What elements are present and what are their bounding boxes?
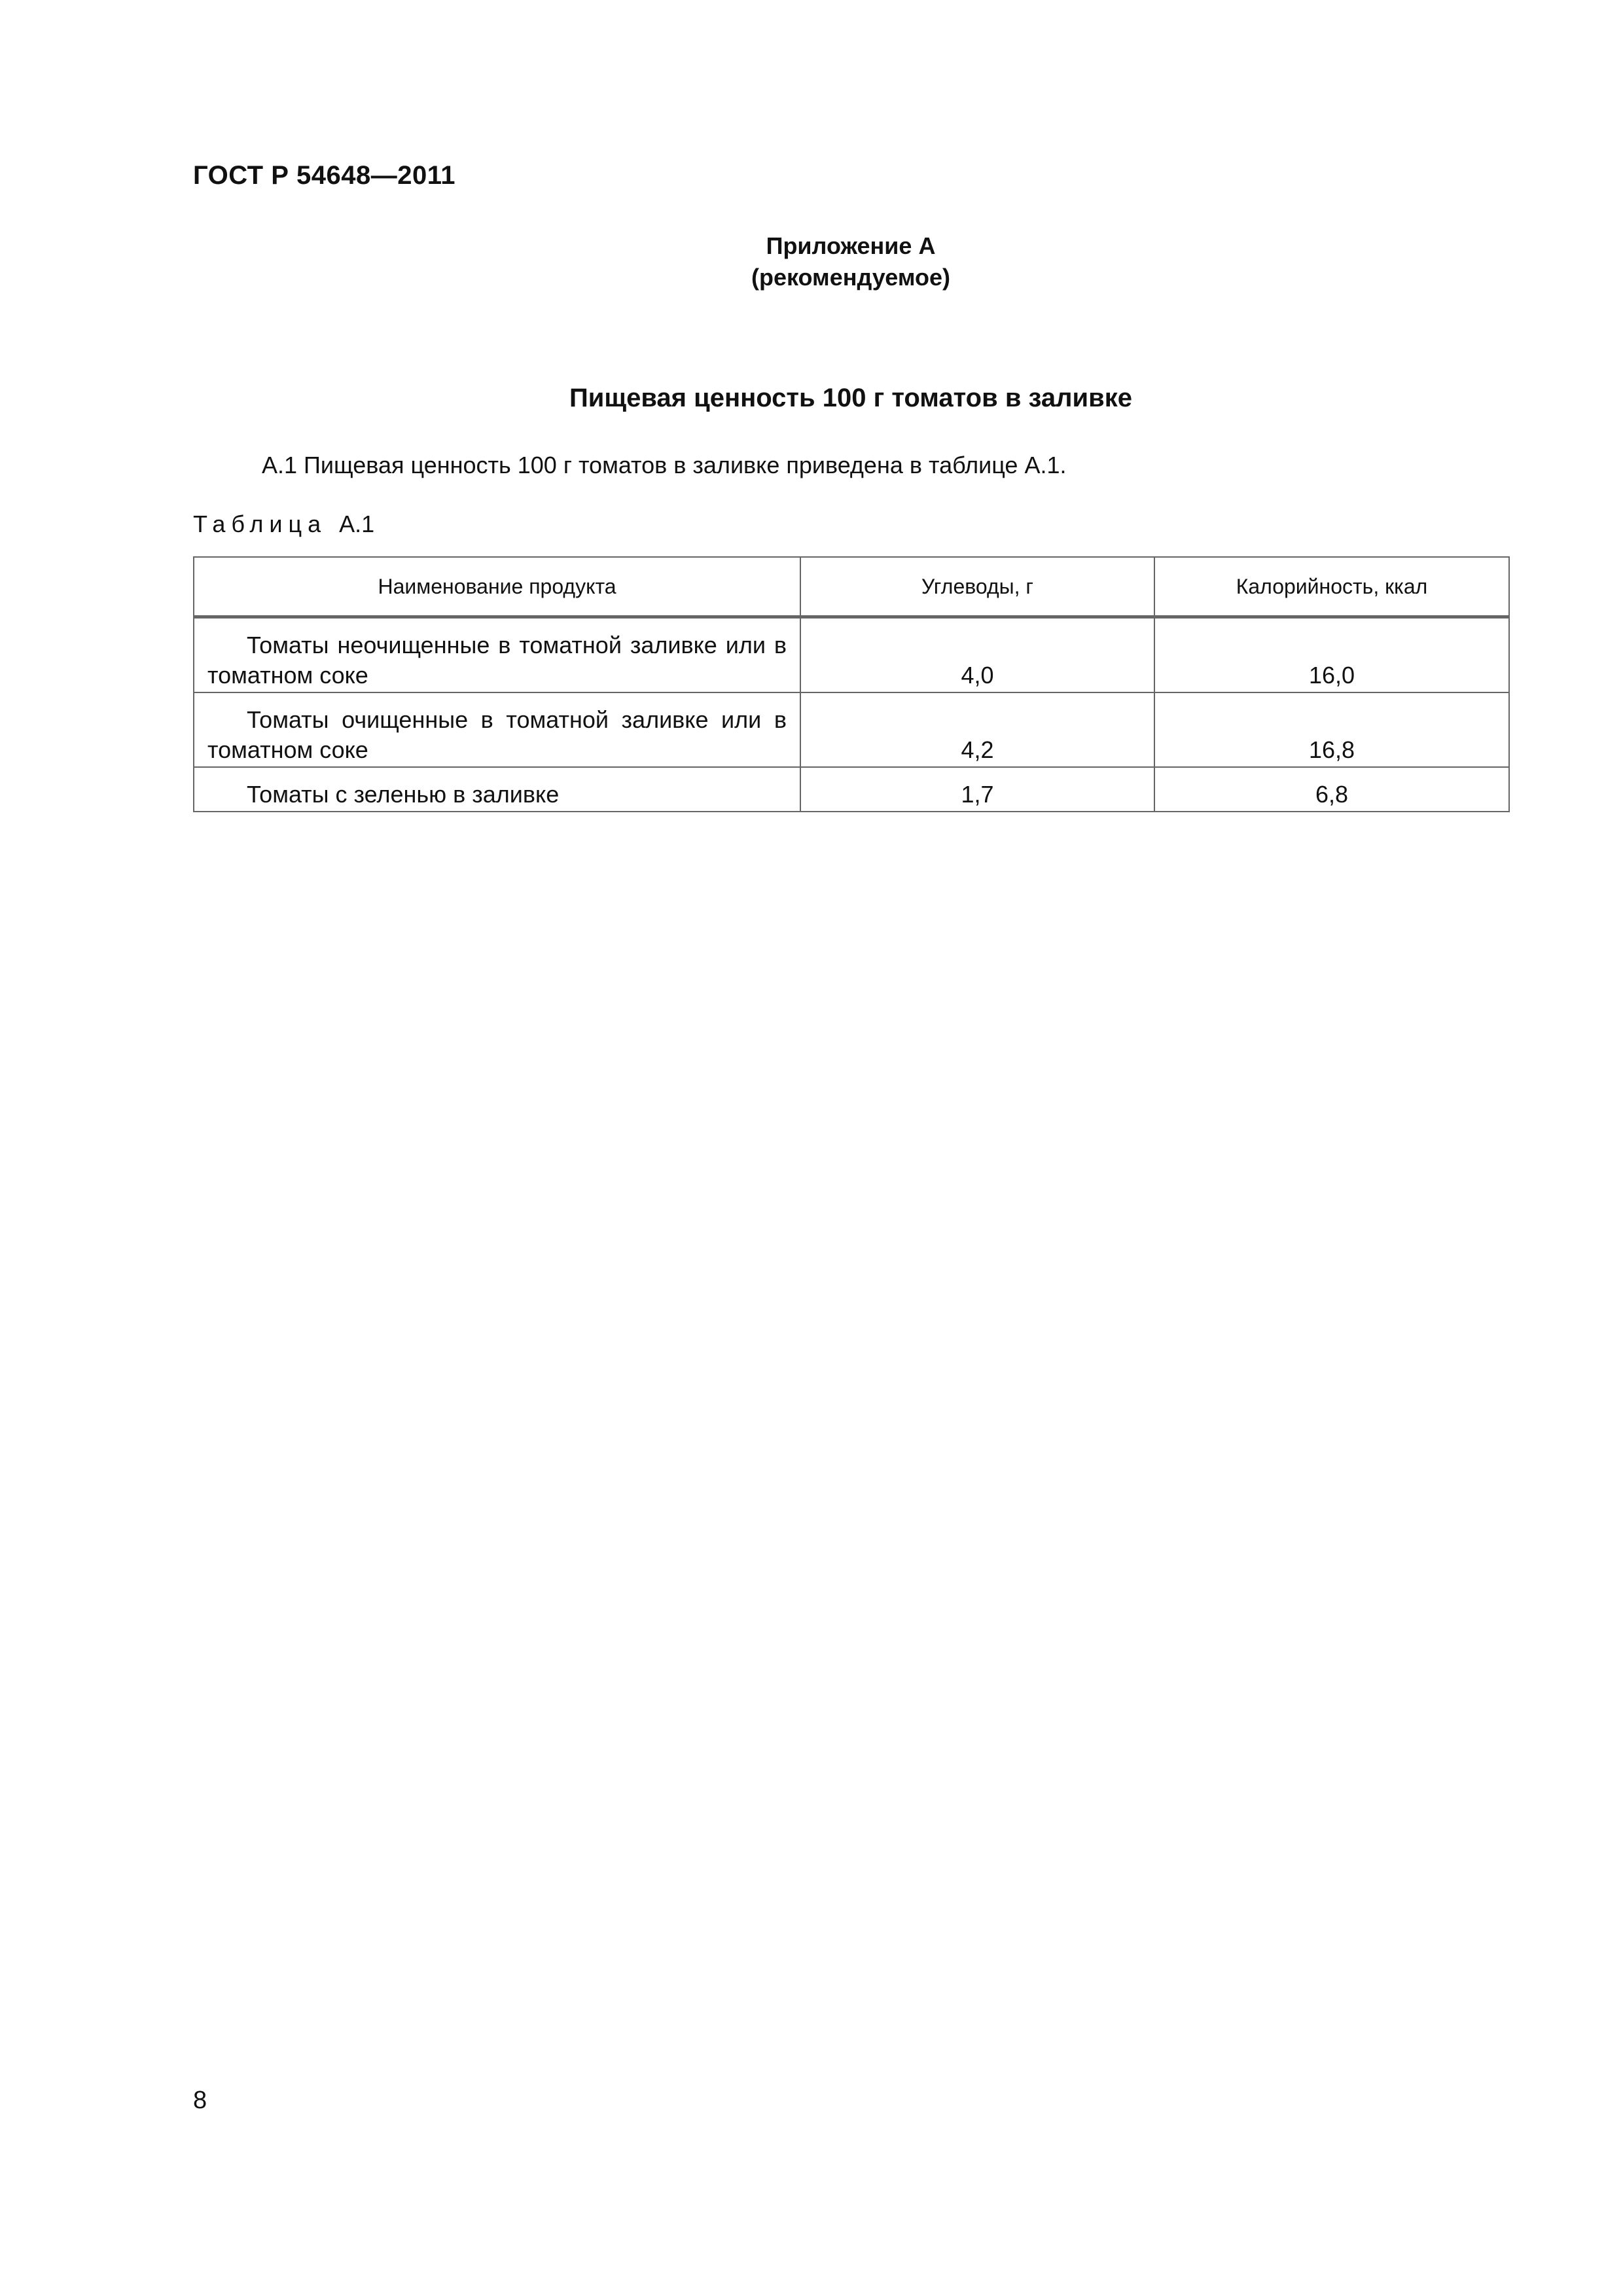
carbohydrates-cell: 4,2 [800, 692, 1154, 767]
calories-cell: 6,8 [1154, 767, 1509, 812]
page-number: 8 [193, 2087, 207, 2114]
product-name-cell [194, 692, 800, 767]
calories-cell: 16,8 [1154, 692, 1509, 767]
section-title: Пищевая ценность 100 г томатов в заливке [569, 384, 1132, 412]
product-name: Томаты с зеленью в заливке [247, 781, 560, 808]
appendix-title: Приложение А [766, 232, 936, 259]
document-code: ГОСТ Р 54648—2011 [193, 161, 455, 190]
table-caption-number: А.1 [339, 511, 375, 537]
product-name: Томаты неочищенные в томатной заливке или в томатном соке [207, 632, 787, 689]
table-row [194, 617, 1509, 693]
intro-paragraph: А.1 Пищевая ценность 100 г томатов в заливке приведена в таблице А.1. [262, 452, 1067, 478]
nutrition-table [193, 556, 1510, 812]
appendix-type: (рекомендуемое) [751, 264, 950, 291]
product-name-cell [194, 767, 800, 812]
table-caption-word: Таблица [193, 511, 327, 537]
carbohydrates-cell: 1,7 [800, 767, 1154, 812]
header-product-name: Наименование продукта [194, 557, 800, 617]
table-row [194, 692, 1509, 767]
header-calories: Калорийность, ккал [1154, 557, 1509, 617]
carbohydrates-cell: 4,0 [800, 617, 1154, 693]
table-caption [193, 511, 374, 538]
table-row [194, 767, 1509, 812]
calories-cell: 16,0 [1154, 617, 1509, 693]
table-header-row [194, 557, 1509, 617]
product-name: Томаты очищенные в томатной заливке или в томатном соке [207, 706, 787, 763]
header-carbohydrates: Углеводы, г [800, 557, 1154, 617]
product-name-cell [194, 617, 800, 693]
